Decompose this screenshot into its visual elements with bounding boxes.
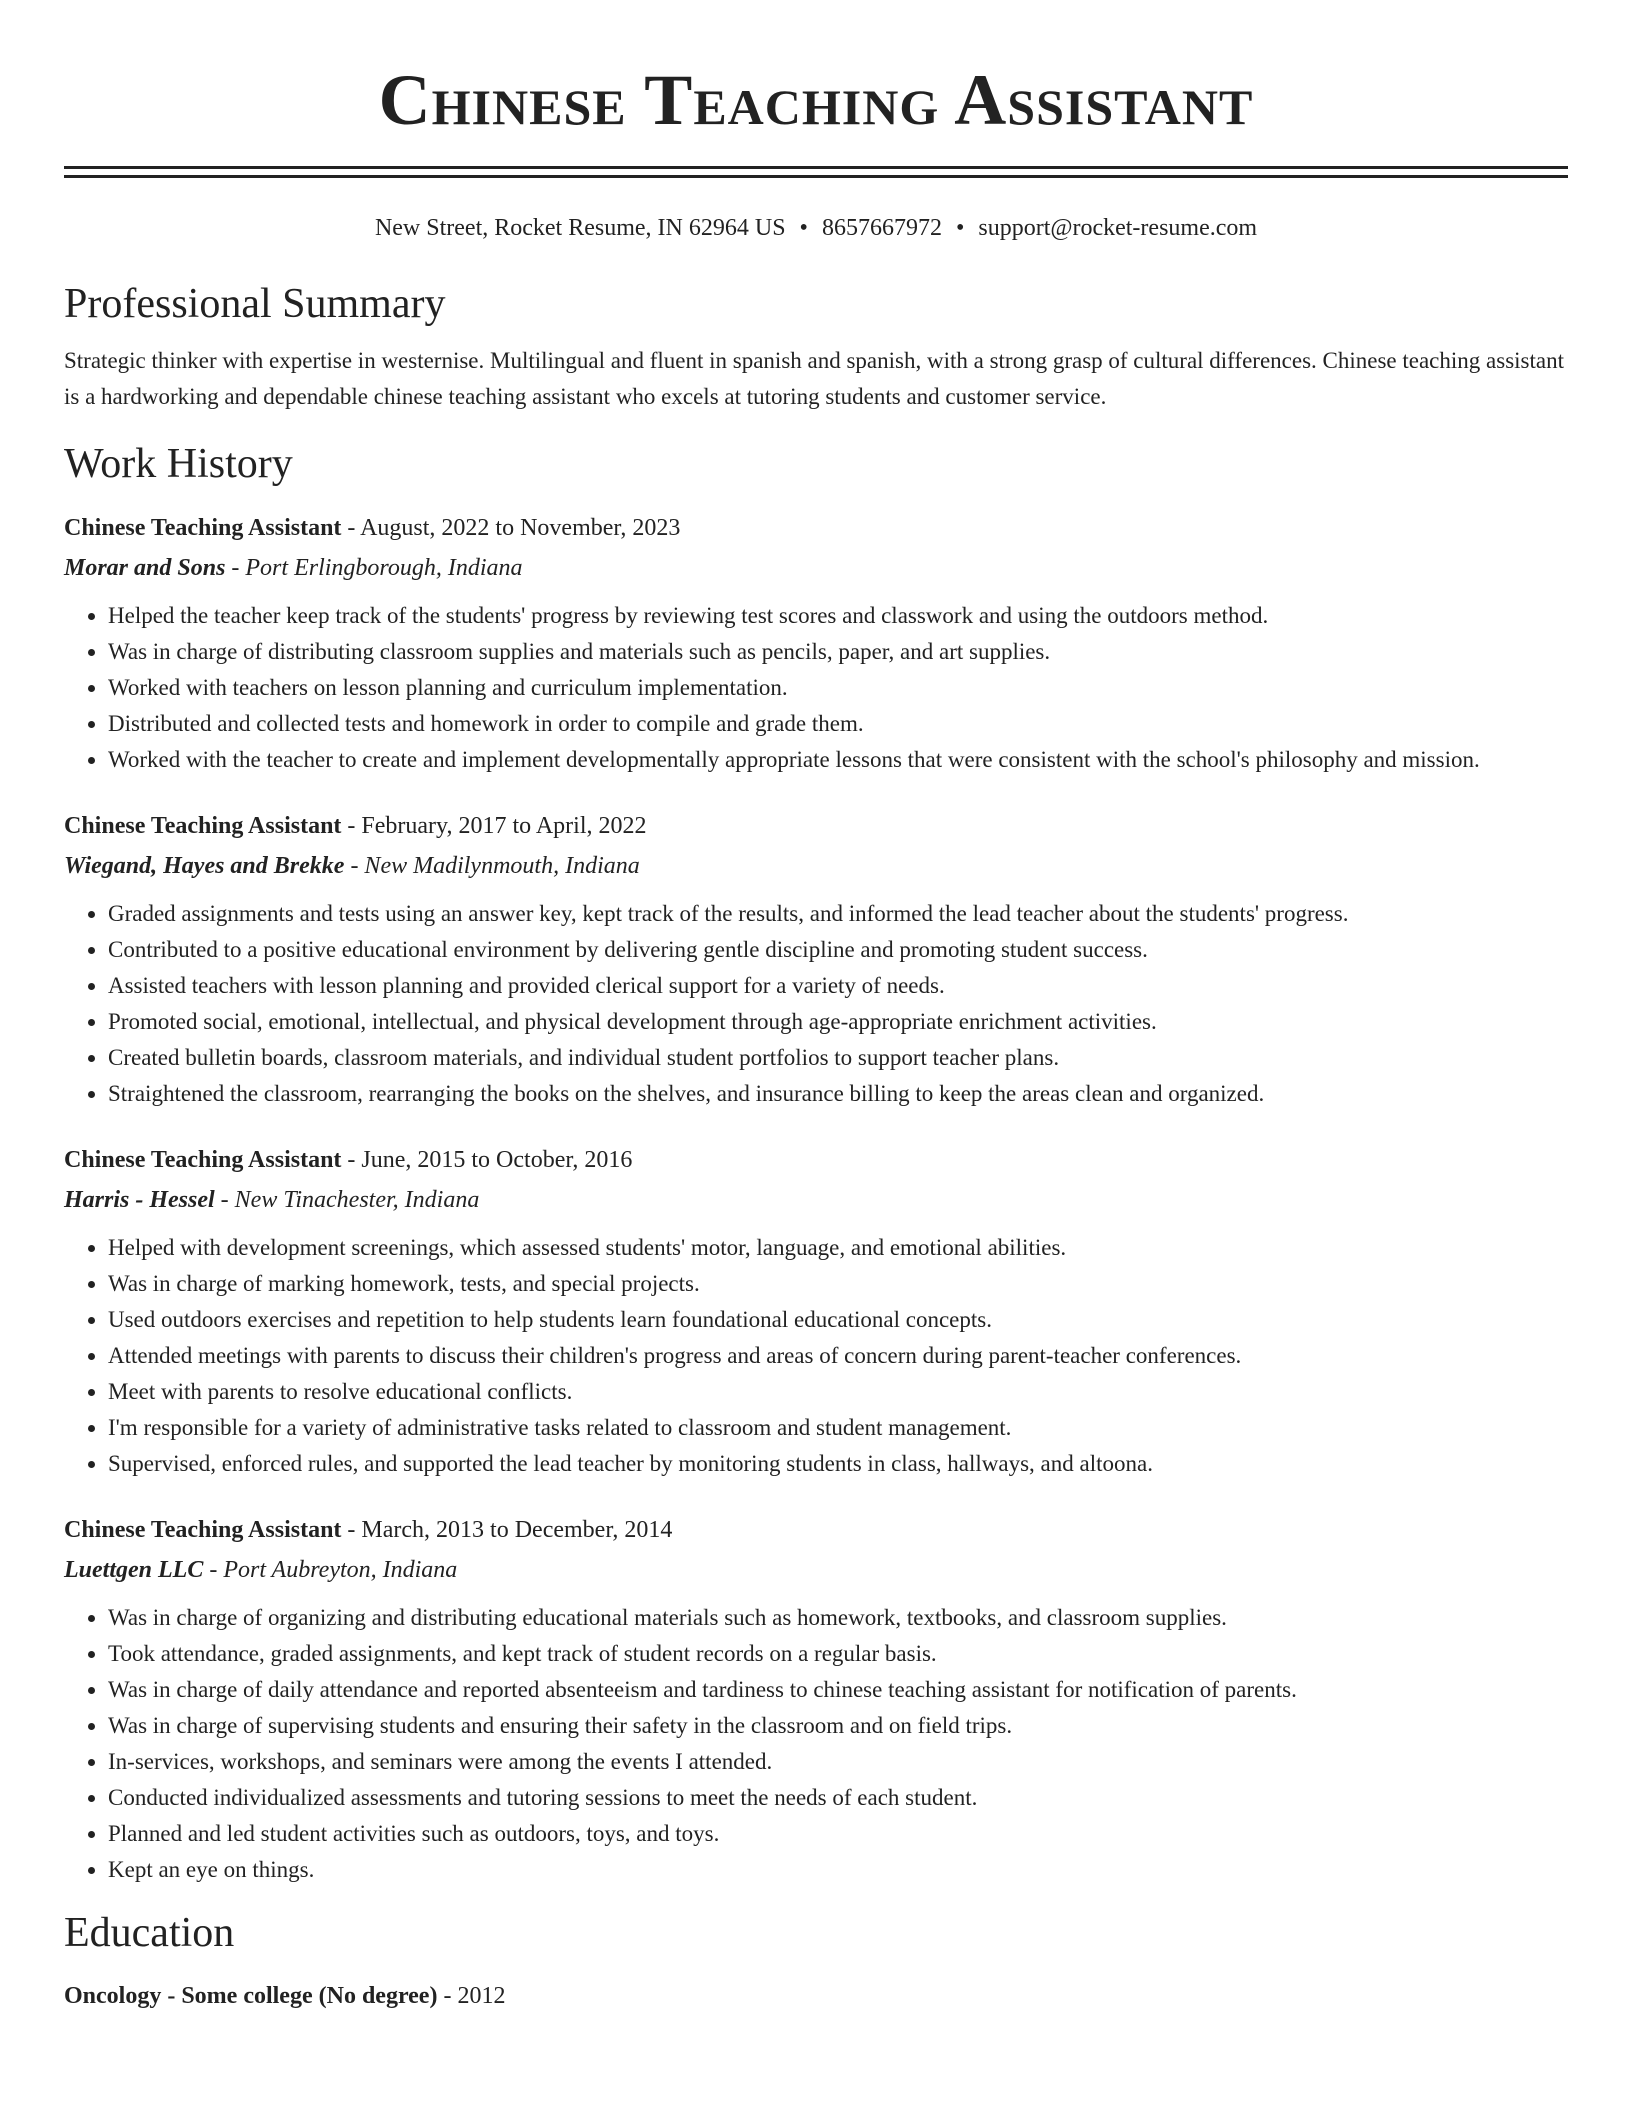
duty-item: • Was in charge of distributing classroom supplies and materials such as pencils, paper, and art supplies.	[108, 634, 1568, 670]
duty-item: • Straightened the classroom, rearranging the books on the shelves, and insurance billing to keep the areas clean and organized.	[108, 1076, 1568, 1112]
job-dates: - March, 2013 to December, 2014	[341, 1516, 673, 1543]
education-year: - 2012	[437, 1982, 506, 2009]
job-duties	[64, 896, 1568, 1112]
duty-item: • Was in charge of daily attendance and reported absenteeism and tardiness to chinese teaching assistant for notification of parents.	[108, 1672, 1568, 1708]
job-employer	[64, 548, 1568, 588]
job-company: Morar and Sons	[64, 554, 226, 581]
duty-item: • Was in charge of organizing and distributing educational materials such as homework, textbooks, and classroom supplies.	[108, 1600, 1568, 1636]
duty-item: • Planned and led student activities such as outdoors, toys, and toys.	[108, 1816, 1568, 1852]
job-entry	[64, 1140, 1568, 1482]
duty-item: • Attended meetings with parents to discuss their children's progress and areas of concern during parent-teacher conferences.	[108, 1338, 1568, 1374]
header-rule-bottom	[64, 175, 1568, 178]
duty-item: • Created bulletin boards, classroom materials, and individual student portfolios to support teacher plans.	[108, 1040, 1568, 1076]
job-role: Chinese Teaching Assistant	[64, 1146, 342, 1173]
job-entry	[64, 806, 1568, 1112]
duty-item: • Graded assignments and tests using an answer key, kept track of the results, and informed the lead teacher about the students' progress.	[108, 896, 1568, 932]
job-location: - New Madilynmouth, Indiana	[344, 852, 640, 879]
duty-item: • Worked with the teacher to create and implement developmentally appropriate lessons that were consistent with the school's philosophy and mission.	[108, 742, 1568, 778]
contact-phone: 8657667972	[821, 215, 942, 241]
job-header	[64, 508, 1568, 548]
job-location: - Port Aubreyton, Indiana	[203, 1556, 458, 1583]
contact-address: New Street, Rocket Resume, IN 62964 US	[374, 215, 786, 241]
education-heading: Education	[64, 1909, 235, 1956]
duty-item: • Worked with teachers on lesson planning and curriculum implementation.	[108, 670, 1568, 706]
job-employer	[64, 1180, 1568, 1220]
job-header	[64, 1140, 1568, 1180]
contact-line	[64, 214, 1568, 243]
duty-item: • Helped with development screenings, which assessed students' motor, language, and emotional abilities.	[108, 1230, 1568, 1266]
job-employer	[64, 846, 1568, 886]
duty-item: • Was in charge of supervising students and ensuring their safety in the classroom and on field trips.	[108, 1708, 1568, 1744]
duty-item: • In-services, workshops, and seminars were among the events I attended.	[108, 1744, 1568, 1780]
duty-item: • Kept an eye on things.	[108, 1852, 1568, 1888]
contact-separator: •	[799, 215, 808, 241]
duty-item: • I'm responsible for a variety of administrative tasks related to classroom and student management.	[108, 1410, 1568, 1446]
summary-text: Strategic thinker with expertise in westernise. Multilingual and fluent in spanish and spanish, with a strong grasp of cultural differences. Chinese teaching assistant is a hardworking and dependable chinese teaching assistant who excels at tutoring students and customer service.	[64, 348, 1564, 410]
duty-item: • Was in charge of marking homework, tests, and special projects.	[108, 1266, 1568, 1302]
job-role: Chinese Teaching Assistant	[64, 812, 342, 839]
job-header	[64, 1510, 1568, 1550]
work-history-heading: Work History	[64, 441, 293, 488]
job-employer	[64, 1550, 1568, 1590]
job-entry	[64, 1510, 1568, 1888]
duty-item: • Contributed to a positive educational environment by delivering gentle discipline and promoting student success.	[108, 932, 1568, 968]
job-dates: - June, 2015 to October, 2016	[341, 1146, 633, 1173]
duty-item: • Conducted individualized assessments and tutoring sessions to meet the needs of each student.	[108, 1780, 1568, 1816]
job-duties	[64, 1600, 1568, 1888]
contact-separator: •	[955, 215, 965, 241]
duty-item: • Helped the teacher keep track of the students' progress by reviewing test scores and classwork and using the outdoors method.	[108, 598, 1568, 634]
job-company: Harris - Hessel	[64, 1186, 215, 1213]
job-dates: - February, 2017 to April, 2022	[341, 812, 647, 839]
duty-item: • Took attendance, graded assignments, and kept track of student records on a regular basis.	[108, 1636, 1568, 1672]
contact-email: support@rocket-resume.com	[978, 215, 1258, 241]
job-location: - New Tinachester, Indiana	[214, 1186, 480, 1213]
job-role: Chinese Teaching Assistant	[64, 1516, 342, 1543]
job-duties	[64, 1230, 1568, 1482]
duty-item: • Distributed and collected tests and homework in order to compile and grade them.	[108, 706, 1568, 742]
job-duties	[64, 598, 1568, 778]
duty-item: • Promoted social, emotional, intellectual, and physical development through age-appropriate enrichment activities.	[108, 1004, 1568, 1040]
summary-heading: Professional Summary	[64, 280, 446, 327]
resume-name: Chinese Teaching Assistant	[378, 60, 1254, 140]
job-company: Wiegand, Hayes and Brekke	[64, 852, 345, 879]
duty-item: • Used outdoors exercises and repetition to help students learn foundational educational concepts.	[108, 1302, 1568, 1338]
duty-item: • Assisted teachers with lesson planning and provided clerical support for a variety of needs.	[108, 968, 1568, 1004]
job-company: Luettgen LLC	[64, 1556, 204, 1583]
duty-item: • Meet with parents to resolve educational conflicts.	[108, 1374, 1568, 1410]
header-rule-top	[64, 166, 1568, 169]
education-degree: Oncology - Some college (No degree)	[64, 1982, 438, 2009]
job-header	[64, 806, 1568, 846]
duty-item: • Supervised, enforced rules, and supported the lead teacher by monitoring students in class, hallways, and altoona.	[108, 1446, 1568, 1482]
job-role: Chinese Teaching Assistant	[64, 514, 342, 541]
job-location: - Port Erlingborough, Indiana	[225, 554, 523, 581]
job-dates: - August, 2022 to November, 2023	[341, 514, 681, 541]
job-entry	[64, 508, 1568, 778]
education-entry	[64, 1976, 1568, 2016]
